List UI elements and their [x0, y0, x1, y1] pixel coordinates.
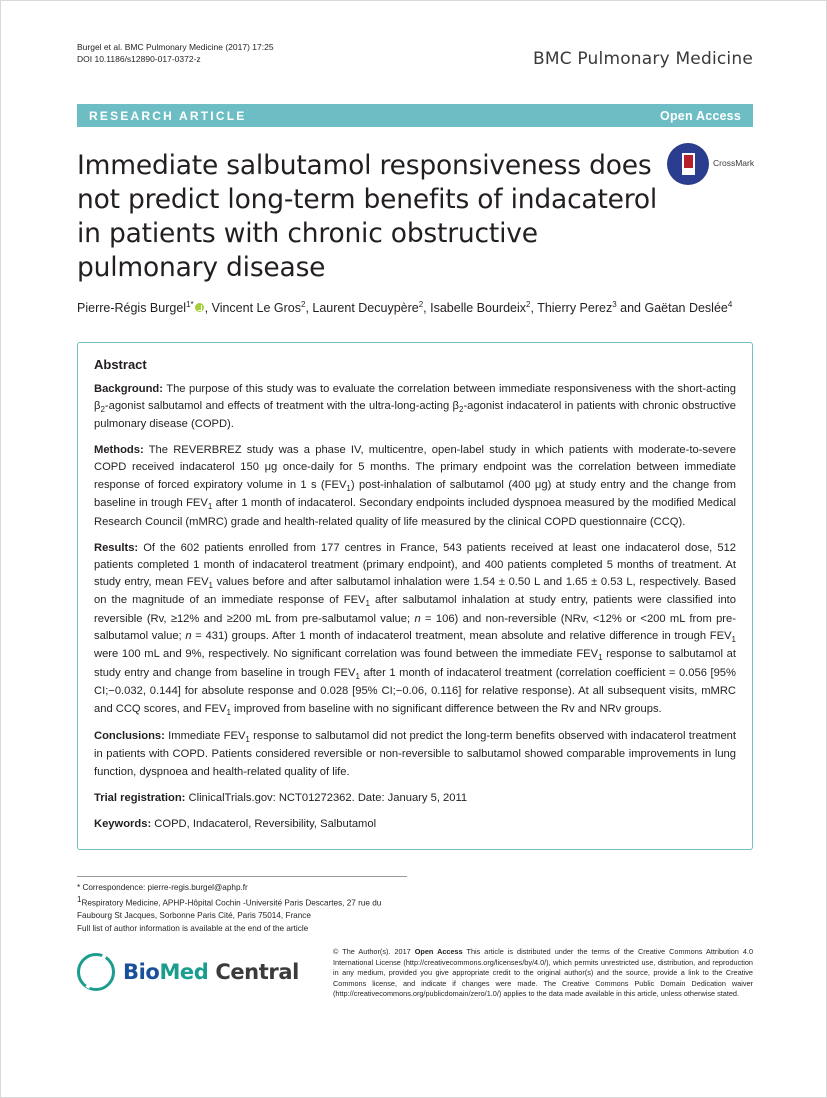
abstract-methods: Methods: The REVERBREZ study was a phase IV, multicentre, open-label study in which patients with moderate-to-severe COPD received indacaterol 150 μg once-daily for 5 months. The primary endpoint was the correlation between immediate response of forced expiratory volume in 1 s $(FEV_1)$ post-inhalation of salbutamol (400 μg) at study entry and the change from baseline in trough $FEV_1$ after 1 month of indacaterol. Secondary endpoints included dyspnoea measured by the modified Medical Research Council (mMRC) grade and health-related quality of life measured by the clinical COPD questionnaire (CCQ).	[94, 444, 736, 528]
full-author-list-note: Full list of author information is available at the end of the article	[77, 923, 309, 933]
citation-line-2: DOI 10.1186/s12890-017-0372-z	[77, 54, 201, 65]
logo-bio: Bio	[123, 959, 160, 984]
open-access-label: Open Access	[660, 108, 741, 123]
biomed-central-mark-icon	[77, 953, 115, 991]
abstract-results: Results: Of the 602 patients enrolled from 177 centres in France, 543 patients received at least one indacaterol dose, 512 patients completed 1 month of indacaterol treatment (primary endpoint), and 400 patients completed 5 months of treatment. At study entry, mean $FEV_1$ values before and after salbutamol inhalation were 1.54 ± 0.50 L and 1.65 ± 0.53 L, respectively. Based on the magnitude of an immediate response of $FEV_1$ after salbutamol inhalation at study entry, patients were classified into reversible (Rv, ≥12% and ≥200 mL from pre-salbutamol value; n = 106) and non-reversible (NRv, <12% or <200 mL from pre-salbutamol value; n = 431) groups. After 1 month of indacaterol treatment, mean absolute and relative difference in trough $FEV_1$ were 100 mL and 9%, respectively. No significant correlation was found between the immediate $FEV_1$ response to salbutamol at study entry and change from baseline in trough $FEV_1$ after 1 month of indacaterol treatment (correlation coefficient = 0.056 [95% CI;−0.032, 0.144] for absolute response and 0.028 [95% CI;−0.06, 0.116] for relative response). At all subsequent visits, mMRC and CCQ scores, and $FEV_1$ improved from baseline with no significant difference between the Rv and NRv groups.	[94, 541, 737, 717]
article-type-banner	[77, 104, 753, 127]
abstract-keywords	[94, 816, 736, 833]
abstract-box	[77, 342, 753, 851]
journal-name: BMC Pulmonary Medicine	[532, 49, 753, 69]
biomed-central-wordmark	[123, 960, 299, 984]
citation-block	[77, 41, 274, 66]
correspondence-line[interactable]: * Correspondence: pierre-regis.burgel@aphp.fr	[77, 883, 248, 893]
license-open-access: Open Access	[414, 946, 463, 956]
license-body: This article is distributed under the terms of the Creative Commons Attribution 4.0 International License (http://creativecommons.org/licenses/by/4.0/), which permits unrestricted use, distribution, and reproduction in any medium, provided you give appropriate credit to the original author(s) and the source, provide a link to the Creative Commons license, and indicate if changes were made. The Creative Commons Public Domain Dedication waiver (http://creativecommons.org/publicdomain/zero/1.0/) applies to the data made available in this article, unless otherwise stated.	[333, 946, 754, 999]
abstract-background-label: Background:	[94, 382, 163, 395]
keywords-label: Keywords:	[94, 817, 152, 830]
abstract-heading: Abstract	[94, 356, 147, 372]
logo-med: Med	[159, 959, 209, 984]
logo-central: Central	[208, 959, 299, 984]
page-header	[77, 41, 753, 69]
license-text	[333, 947, 753, 1000]
trial-registration-value: ClinicalTrials.gov: NCT01272362. Date: January 5, 2011	[185, 791, 468, 804]
citation-line-1: Burgel et al. BMC Pulmonary Medicine (2017) 17:25	[77, 42, 274, 52]
page-content	[77, 41, 753, 1000]
title-section	[77, 149, 753, 285]
orcid-icon[interactable]	[195, 303, 204, 312]
biomed-central-logo	[77, 947, 307, 991]
article-type-label: RESEARCH ARTICLE	[89, 108, 247, 123]
affiliation-line: $^1$Respiratory Medicine, APHP-Hôpital Cochin -Université Paris Descartes, 27 rue du Faubourg St Jacques, Sorbonne Paris Cité, Paris 75014, France	[77, 895, 382, 921]
keywords-value: COPD, Indacaterol, Reversibility, Salbutamol	[151, 817, 377, 830]
author-list: Pierre-Régis Burgel$^{1*}$ , Vincent Le Gros$^2$, Laurent Decuypère$^2$, Isabelle Bourdeix$^2$, Thierry Perez$^3$ and Gaëtan Deslée$^4$	[77, 299, 733, 315]
crossmark-icon	[667, 143, 709, 185]
license-prefix: © The Author(s). 2017	[333, 946, 415, 956]
abstract-background: Background: The purpose of this study was to evaluate the correlation between immediate responsiveness with the short-acting $\beta_2$-agonist salbutamol and effects of treatment with the ultra-long-acting $\beta_2$-agonist indacaterol in patients with chronic obstructive pulmonary disease (COPD).	[94, 382, 736, 431]
crossmark-label: CrossMark	[713, 158, 755, 168]
footnotes	[77, 876, 407, 935]
page-title: Immediate salbutamol responsiveness does not predict long-term benefits of indacaterol in patients with chronic obstructive pulmonary disease	[77, 150, 658, 283]
abstract-conclusions: Conclusions: Immediate $FEV_1$ response to salbutamol did not predict the long-term benefits observed with indacaterol treatment in patients with COPD. Patients considered reversible or non-reversible to salbutamol showed comparable improvements in lung function, dyspnoea and health-related quality of life.	[94, 730, 736, 778]
crossmark-badge[interactable]	[667, 143, 753, 187]
abstract-results-label: Results:	[94, 541, 139, 554]
abstract-methods-label: Methods:	[94, 444, 144, 457]
abstract-trial-registration	[94, 790, 736, 807]
trial-registration-label: Trial registration:	[94, 791, 186, 804]
publisher-row	[77, 947, 753, 1000]
footnote-divider	[77, 876, 407, 877]
abstract-conclusions-label: Conclusions:	[94, 730, 165, 743]
